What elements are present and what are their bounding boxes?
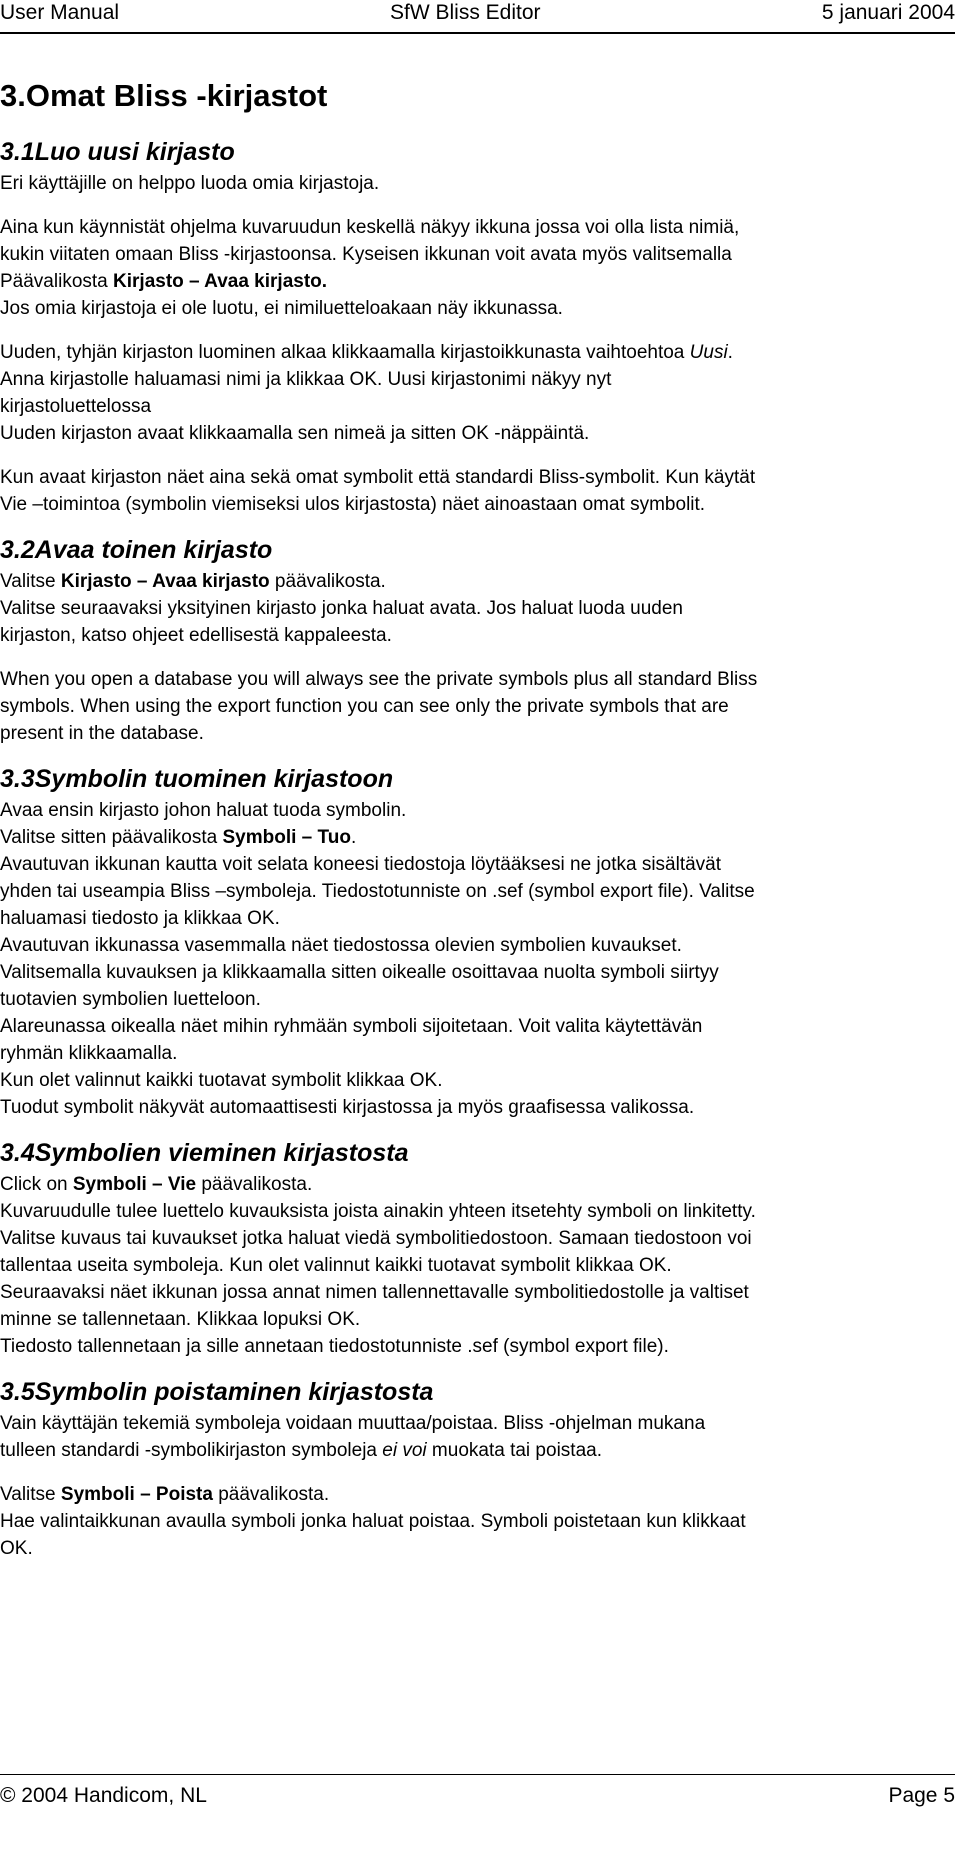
paragraph-line: Tuodut symbolit näkyvät automaattisesti kirjastossa ja myös graafisessa valikossa. [0, 1097, 695, 1118]
emphasis-italic: ei voi [382, 1440, 427, 1461]
text-run: Uuden, tyhjän kirjaston luominen alkaa klikkaamalla kirjastoikkunasta vaihtoehtoa [0, 342, 690, 363]
text-run: . [727, 342, 733, 363]
paragraph-line: When you open a database you will always see the private symbols plus all standard Bliss [0, 669, 758, 690]
paragraph-line [0, 1171, 955, 1198]
paragraph-line [0, 1481, 955, 1508]
paragraph-line: Seuraavaksi näet ikkunan jossa annat nimen tallennettavalle symbolitiedostolle ja valtiset [0, 1282, 749, 1303]
paragraph-line: Vie –toimintoa (symbolin viemiseksi ulos kirjastosta) näet ainoastaan omat symbolit. [0, 494, 706, 515]
footer-copyright: © 2004 Handicom, NL [0, 1784, 207, 1807]
paragraph-line: Kun avaat kirjaston näet aina sekä omat symbolit että standardi Bliss-symbolit. Kun käytät [0, 467, 756, 488]
text-run: Valitse sitten päävalikosta [0, 827, 223, 848]
footer-rule [0, 1774, 955, 1775]
paragraph-line: Avautuvan ikkunassa vasemmalla näet tiedostossa olevien symbolien kuvaukset. [0, 935, 682, 956]
section-title-3-1: 3.1Luo uusi kirjasto [0, 138, 235, 166]
menu-path-bold: Symboli – Tuo [222, 827, 351, 848]
text-run: päävalikosta. [269, 571, 386, 592]
paragraph-line: Vain käyttäjän tekemiä symboleja voidaan muuttaa/poistaa. Bliss -ohjelman mukana [0, 1413, 706, 1434]
header-rule [0, 32, 955, 34]
paragraph-line: tallentaa useita symboleja. Kun olet valinnut kaikki tuotavat symbolit klikkaa OK. [0, 1255, 672, 1276]
paragraph-line: Jos omia kirjastoja ei ole luotu, ei nimiluetteloakaan näy ikkunassa. [0, 298, 563, 319]
document-body [0, 78, 955, 1562]
section-title-3-3: 3.3Symbolin tuominen kirjastoon [0, 765, 394, 793]
section-title-3-2: 3.2Avaa toinen kirjasto [0, 536, 273, 564]
paragraph-line [0, 568, 955, 595]
paragraph-line: OK. [0, 1538, 33, 1559]
paragraph-line: kukin viitaten omaan Bliss -kirjastoonsa. Kyseisen ikkunan voit avata myös valitsemalla [0, 244, 732, 265]
paragraph-line [0, 268, 955, 295]
option-italic: Uusi [689, 342, 728, 363]
paragraph-line: ryhmän klikkaamalla. [0, 1043, 178, 1064]
paragraph-line: Aina kun käynnistät ohjelma kuvaruudun keskellä näkyy ikkuna jossa voi olla lista nimiä, [0, 217, 740, 238]
paragraph-line: Uuden kirjaston avaat klikkaamalla sen nimeä ja sitten OK -näppäintä. [0, 423, 590, 444]
paragraph-line: Kun olet valinnut kaikki tuotavat symbolit klikkaa OK. [0, 1070, 443, 1091]
paragraph-line: Valitse seuraavaksi yksityinen kirjasto jonka haluat avata. Jos haluat luoda uuden [0, 598, 683, 619]
paragraph-line: kirjastoluettelossa [0, 396, 152, 417]
paragraph-line: haluamasi tiedosto ja klikkaa OK. [0, 908, 280, 929]
text-run: Päävalikosta [0, 271, 114, 292]
paragraph-line: Kuvaruudulle tulee luettelo kuvauksista joista ainakin yhteen itsetehty symboli on linkitetty. [0, 1201, 756, 1222]
paragraph-line: Alareunassa oikealla näet mihin ryhmään symboli sijoitetaan. Voit valita käytettävän [0, 1016, 703, 1037]
paragraph-line: Hae valintaikkunan avaulla symboli jonka haluat poistaa. Symboli poistetaan kun klikkaat [0, 1511, 746, 1532]
paragraph-line: Avautuvan ikkunan kautta voit selata koneesi tiedostoja löytääksesi ne jotka sisältävät [0, 854, 722, 875]
chapter-title: 3.Omat Bliss -kirjastot [0, 78, 328, 113]
text-run: päävalikosta. [196, 1174, 313, 1195]
text-run: Click on [0, 1174, 73, 1195]
text-run: Valitse [0, 1484, 61, 1505]
paragraph-line: present in the database. [0, 723, 204, 744]
section-title-3-5: 3.5Symbolin poistaminen kirjastosta [0, 1378, 434, 1406]
menu-path-bold: Symboli – Vie [72, 1174, 197, 1195]
paragraph-line: Valitse kuvaus tai kuvaukset jotka haluat viedä symbolitiedostoon. Samaan tiedostoon voi [0, 1228, 752, 1249]
page-footer [0, 1782, 955, 1812]
menu-path-bold: Kirjasto – Avaa kirjasto [60, 571, 270, 592]
menu-path-bold: Symboli – Poista [60, 1484, 213, 1505]
paragraph-line: Tiedosto tallennetaan ja sille annetaan tiedostotunniste .sef (symbol export file). [0, 1336, 669, 1357]
header-manual-title: User Manual [0, 1, 120, 24]
paragraph-line: symbols. When using the export function you can see only the private symbols that are [0, 696, 729, 717]
text-run: päävalikosta. [212, 1484, 330, 1505]
text-run: muokata tai poistaa. [426, 1440, 602, 1461]
paragraph: Eri käyttäjille on helppo luoda omia kirjastoja. [0, 173, 380, 194]
header-date: 5 januari 2004 [821, 1, 955, 24]
paragraph-line [0, 824, 955, 851]
paragraph-line: Avaa ensin kirjasto johon haluat tuoda symbolin. [0, 800, 407, 821]
paragraph-line: yhden tai useampia Bliss –symboleja. Tiedostotunniste on .sef (symbol export file). Valitse [0, 881, 755, 902]
footer-page-number: Page 5 [888, 1784, 955, 1807]
menu-path-bold: Kirjasto – Avaa kirjasto. [113, 271, 328, 292]
paragraph-line [0, 339, 955, 366]
paragraph-line: tuotavien symbolien luetteloon. [0, 989, 261, 1010]
text-run: Valitse [0, 571, 61, 592]
paragraph-line: minne se tallennetaan. Klikkaa lopuksi OK. [0, 1309, 361, 1330]
paragraph-line: Anna kirjastolle haluamasi nimi ja klikkaa OK. Uusi kirjastonimi näkyy nyt [0, 369, 612, 390]
paragraph-line: Valitsemalla kuvauksen ja klikkaamalla sitten oikealle osoittavaa nuolta symboli siirtyy [0, 962, 719, 983]
header-product-name: SfW Bliss Editor [390, 1, 541, 24]
paragraph-line: kirjaston, katso ohjeet edellisestä kappaleesta. [0, 625, 392, 646]
paragraph-line [0, 1437, 955, 1464]
page-header [0, 0, 955, 28]
text-run: tulleen standardi -symbolikirjaston symboleja [0, 1440, 383, 1461]
text-run: . [350, 827, 357, 848]
section-title-3-4: 3.4Symbolien vieminen kirjastosta [0, 1139, 409, 1167]
